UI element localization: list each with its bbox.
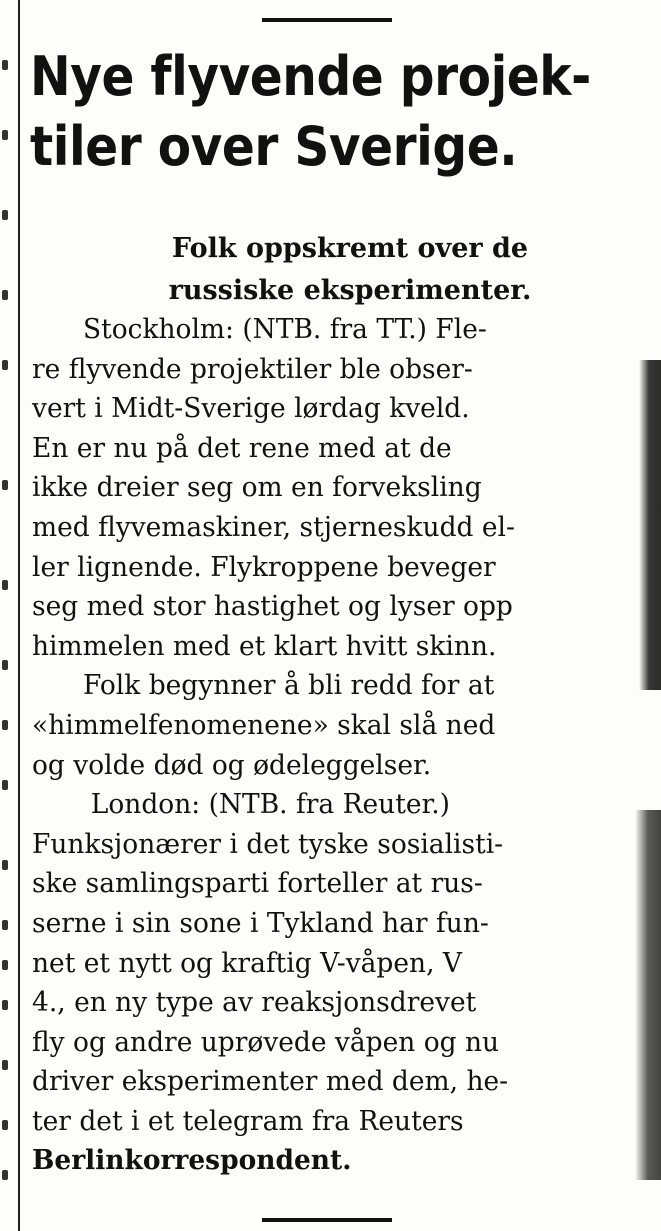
adjacent-column-fragments: [0, 60, 14, 1210]
headline-line: tiler over Sverige.: [30, 115, 518, 178]
body-line: seg med stor hastighet og lyser opp: [32, 591, 513, 623]
body-line: «himmelfenomenene» skal slå ned: [32, 709, 496, 741]
body-line: serne i sin sone i Tykland har fun-: [32, 907, 489, 939]
body-line: London: (NTB. fra Reuter.): [90, 789, 451, 821]
body-line: ikke dreier seg om en forveksling: [32, 472, 482, 504]
body-line: net et nytt og kraftig V-våpen, V: [32, 947, 463, 979]
body-line: re flyvende projektiler ble obser-: [32, 353, 473, 385]
body-line: Berlinkorrespondent.: [32, 1145, 352, 1177]
subheadline-line: Folk oppskremt over de: [171, 233, 529, 264]
body-line: Folk begynner å bli redd for at: [82, 670, 495, 702]
body-line: ske samlingsparti forteller at rus-: [32, 868, 483, 900]
body-line: ler lignende. Flykroppene beveger: [32, 551, 496, 583]
scan-shadow: [635, 810, 661, 1180]
subheadline: [120, 228, 580, 312]
separator-rule: [262, 1218, 392, 1222]
body-line: og volde død og ødeleggelser.: [32, 749, 432, 781]
article-body: [32, 310, 620, 1181]
separator-rule: [262, 18, 392, 22]
body-line: Stockholm: (NTB. fra TT.) Fle-: [82, 314, 487, 345]
body-line: Funksjonærer i det tyske sosialisti-: [32, 828, 504, 860]
body-line: himmelen med et klart hvitt skinn.: [32, 630, 497, 662]
body-line: driver eksperimenter med dem, he-: [32, 1066, 509, 1098]
body-line: 4., en ny type av reaksjonsdrevet: [32, 987, 477, 1019]
scan-shadow: [639, 360, 661, 690]
body-line: En er nu på det rene med at de: [32, 432, 452, 464]
body-line: ter det i et telegram fra Reuters: [32, 1105, 464, 1137]
headline-line: Nye flyvende projek-: [30, 45, 591, 108]
subheadline-line: russiske eksperimenter.: [168, 275, 532, 306]
body-line: fly og andre uprøvede våpen og nu: [32, 1026, 500, 1058]
body-line: vert i Midt-Sverige lørdag kveld.: [32, 393, 470, 425]
headline: [30, 42, 591, 182]
body-line: med flyvemaskiner, stjerneskudd el-: [32, 511, 515, 543]
column-rule: [18, 0, 20, 1231]
